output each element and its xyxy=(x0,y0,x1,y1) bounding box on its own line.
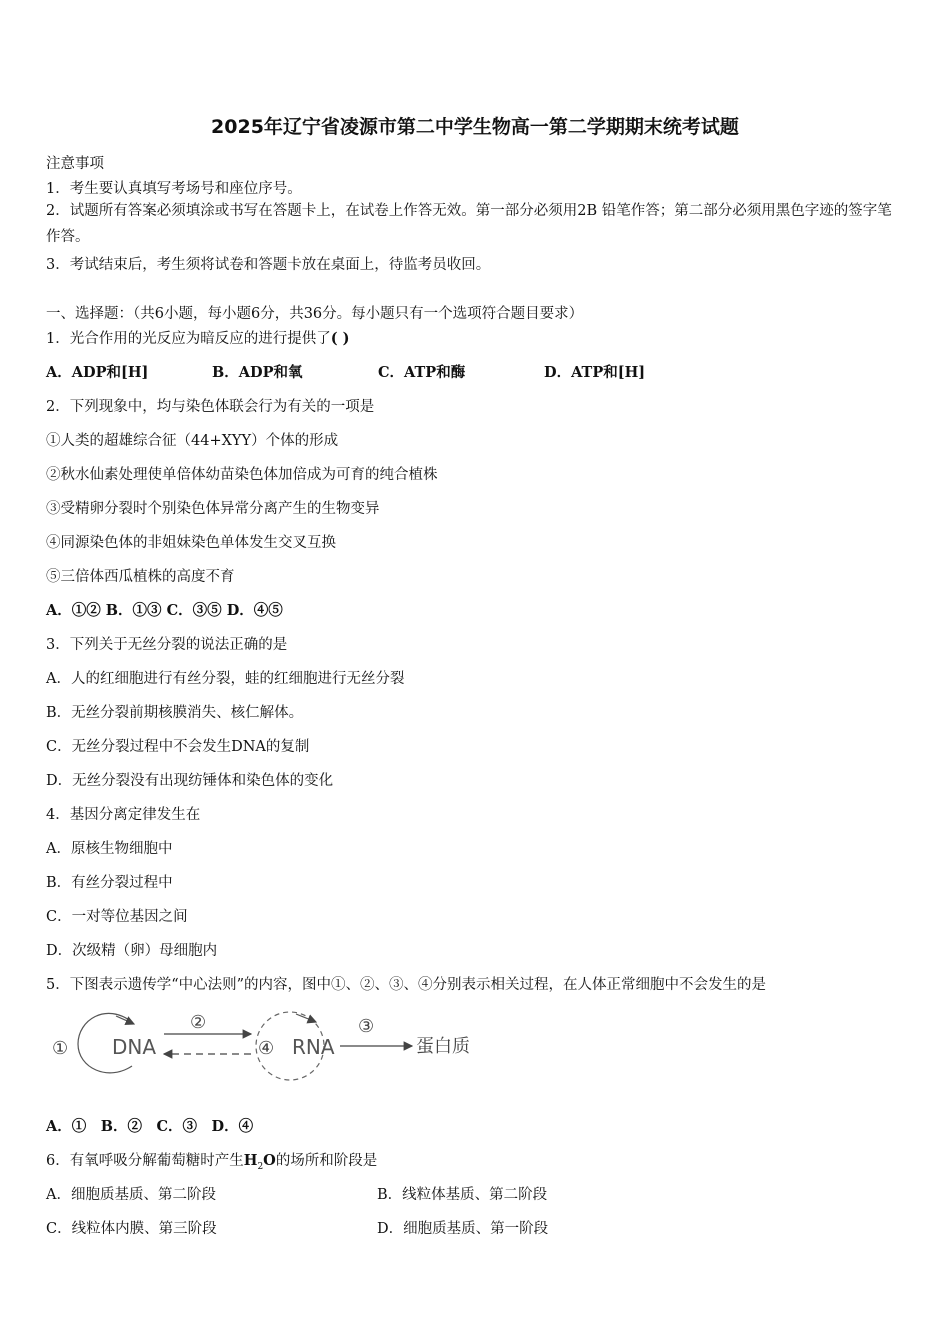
q6-option-b: B．线粒体基质、第二阶段 xyxy=(377,1187,548,1203)
question-stem: 下图表示遗传学“中心法则”的内容，图中①、②、③、④分别表示相关过程，在人体正常细胞中不会发生的是 xyxy=(69,977,767,993)
process-1-label: ① xyxy=(52,1038,69,1059)
question-number: 1． xyxy=(46,331,70,347)
protein-label: 蛋白质 xyxy=(416,1036,470,1057)
q2-item-4: ④同源染色体的非姐妹染色单体发生交叉互换 xyxy=(46,535,336,551)
q3-option-b: B．无丝分裂前期核膜消失、核仁解体。 xyxy=(46,705,304,721)
q3-option-a: A．人的红细胞进行有丝分裂，蛙的红细胞进行无丝分裂 xyxy=(46,671,405,687)
q4-option-c: C．一对等位基因之间 xyxy=(46,909,188,925)
q2-item-1: ①人类的超雄综合征（44+XYY）个体的形成 xyxy=(46,433,339,449)
question-number: 3． xyxy=(46,637,70,653)
question-1 xyxy=(46,327,350,348)
q3-option-d: D．无丝分裂没有出现纺锤体和染色体的变化 xyxy=(46,773,334,789)
question-stem-post: 的场所和阶段是 xyxy=(275,1153,378,1169)
question-4 xyxy=(46,803,200,824)
formula-o: O xyxy=(263,1152,276,1169)
section-heading: 一、选择题：（共6小题，每小题6分，共36分。每小题只有一个选项符合题目要求） xyxy=(46,306,584,322)
q2-item-5: ⑤三倍体西瓜植株的高度不育 xyxy=(46,569,235,585)
notice-item-3: 3．考试结束后，考生须将试卷和答题卡放在桌面上，待监考员收回。 xyxy=(46,257,491,273)
q5-options: A．① B．② C．③ D．④ xyxy=(46,1118,254,1135)
process-3-label: ③ xyxy=(358,1016,375,1037)
process-4-label: ④ xyxy=(258,1038,275,1059)
question-number: 2． xyxy=(46,399,70,415)
rna-label: RNA xyxy=(292,1035,335,1059)
q6-option-a: A．细胞质基质、第二阶段 xyxy=(46,1187,216,1203)
question-number: 4． xyxy=(46,807,70,823)
page-title: 2025年辽宁省凌源市第二中学生物高一第二学期期末统考试题 xyxy=(211,116,739,138)
notice-item-2: 2．试题所有答案必须填涂或书写在答题卡上，在试卷上作答无效。第一部分必须用2B 铅笔作答；第二部分必须用黑色字迹的签字笔作答。 xyxy=(46,203,892,245)
question-stem-pre: 有氧呼吸分解葡萄糖时产生 xyxy=(69,1153,244,1169)
question-2 xyxy=(46,395,374,416)
process-2-label: ② xyxy=(190,1012,207,1033)
q4-option-b: B．有丝分裂过程中 xyxy=(46,875,173,891)
rna-replication-arrow xyxy=(296,1014,316,1022)
q2-item-3: ③受精卵分裂时个别染色体异常分离产生的生物变异 xyxy=(46,501,380,517)
q2-item-2: ②秋水仙素处理使单倍体幼苗染色体加倍成为可育的纯合植株 xyxy=(46,467,438,483)
dna-label: DNA xyxy=(112,1035,157,1059)
option-c: C．ATP和酶 xyxy=(378,364,466,381)
question-stem: 基因分离定律发生在 xyxy=(69,807,201,823)
question-stem: 光合作用的光反应为暗反应的进行提供了 xyxy=(69,331,331,347)
formula-sub: 2 xyxy=(257,1161,264,1172)
option-a: A．ADP和[H] xyxy=(46,364,149,381)
option-b: B．ADP和氧 xyxy=(212,364,303,381)
question-number: 5． xyxy=(46,977,70,993)
option-d: D．ATP和[H] xyxy=(544,364,646,381)
q6-option-d: D．细胞质基质、第一阶段 xyxy=(377,1221,549,1237)
q4-option-a: A．原核生物细胞中 xyxy=(46,841,173,857)
q4-option-d: D．次级精（卵）母细胞内 xyxy=(46,943,218,959)
q3-option-c: C．无丝分裂过程中不会发生DNA的复制 xyxy=(46,739,310,755)
q6-option-c: C．线粒体内膜、第三阶段 xyxy=(46,1221,217,1237)
question-number: 6． xyxy=(46,1153,70,1169)
answer-paren: ( ) xyxy=(330,330,350,347)
question-stem: 下列现象中，均与染色体联会行为有关的一项是 xyxy=(69,399,375,415)
question-5 xyxy=(46,973,766,994)
notice-heading: 注意事项 xyxy=(46,156,104,172)
question-3 xyxy=(46,633,287,654)
formula-h: H xyxy=(243,1152,258,1169)
q1-options xyxy=(46,361,645,382)
question-6 xyxy=(46,1149,377,1172)
central-dogma-diagram xyxy=(46,1002,486,1082)
notice-item-1: 1．考生要认真填写考场号和座位序号。 xyxy=(46,181,302,197)
q2-options: A．①② B．①③ C．③⑤ D．④⑤ xyxy=(46,602,283,619)
question-stem: 下列关于无丝分裂的说法正确的是 xyxy=(69,637,288,653)
